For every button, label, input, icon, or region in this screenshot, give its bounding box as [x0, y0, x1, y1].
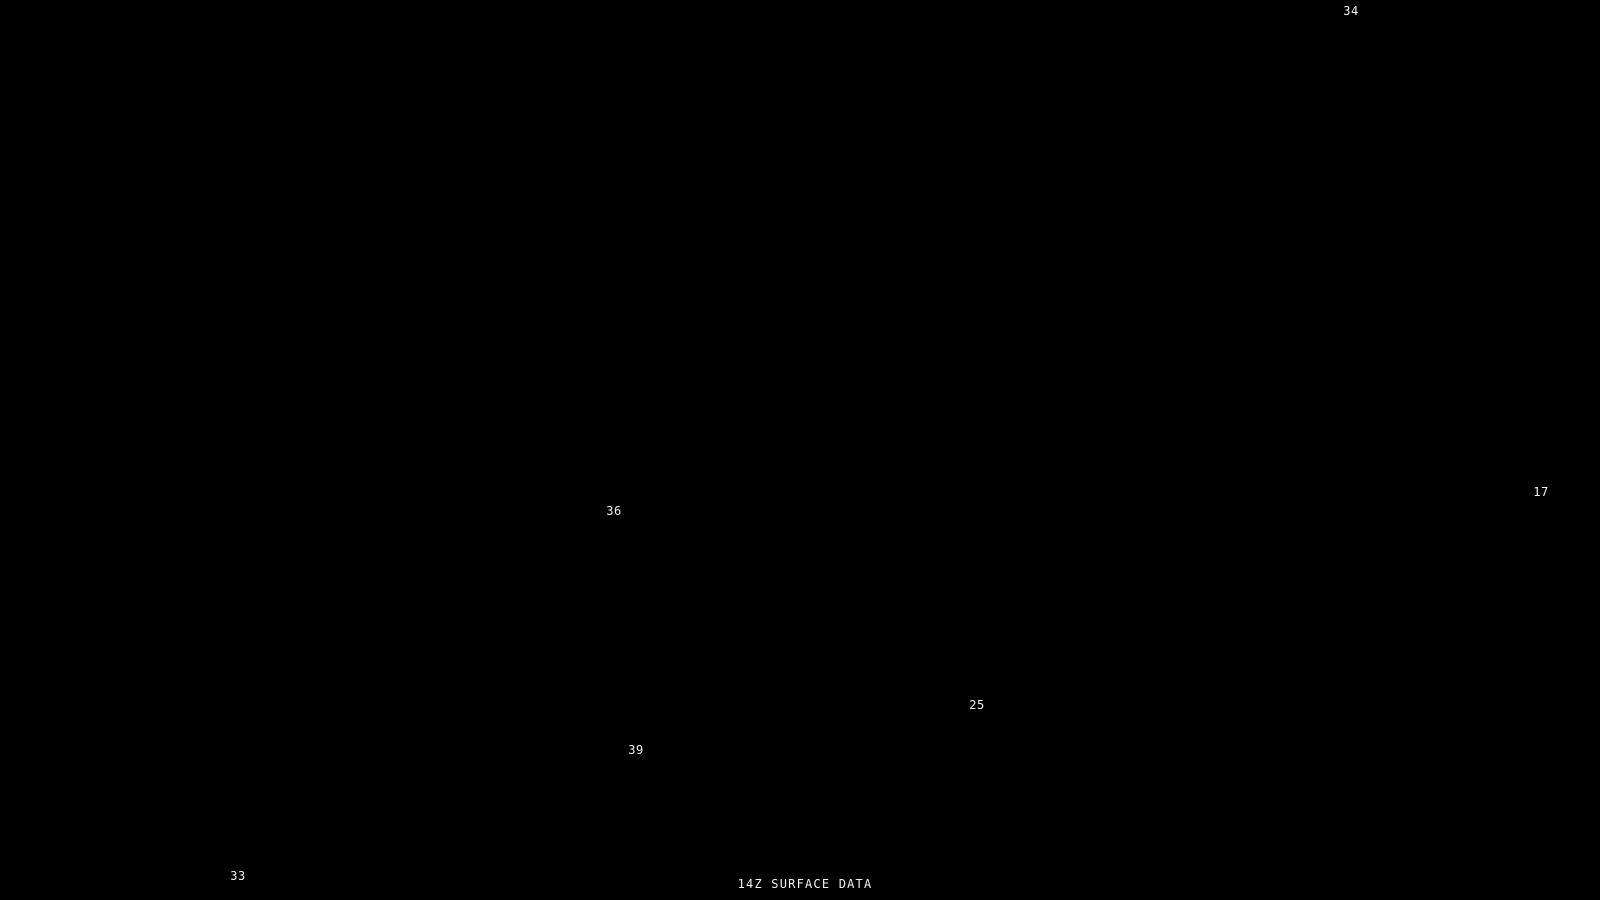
station-observation: 25 [969, 698, 985, 712]
map-caption: 14Z SURFACE DATA [737, 877, 873, 891]
station-observation: 34 [1343, 4, 1359, 18]
station-observation: 36 [606, 504, 622, 518]
station-observation: 33 [230, 869, 246, 883]
station-observation: 39 [628, 743, 644, 757]
station-observation: 17 [1533, 485, 1549, 499]
